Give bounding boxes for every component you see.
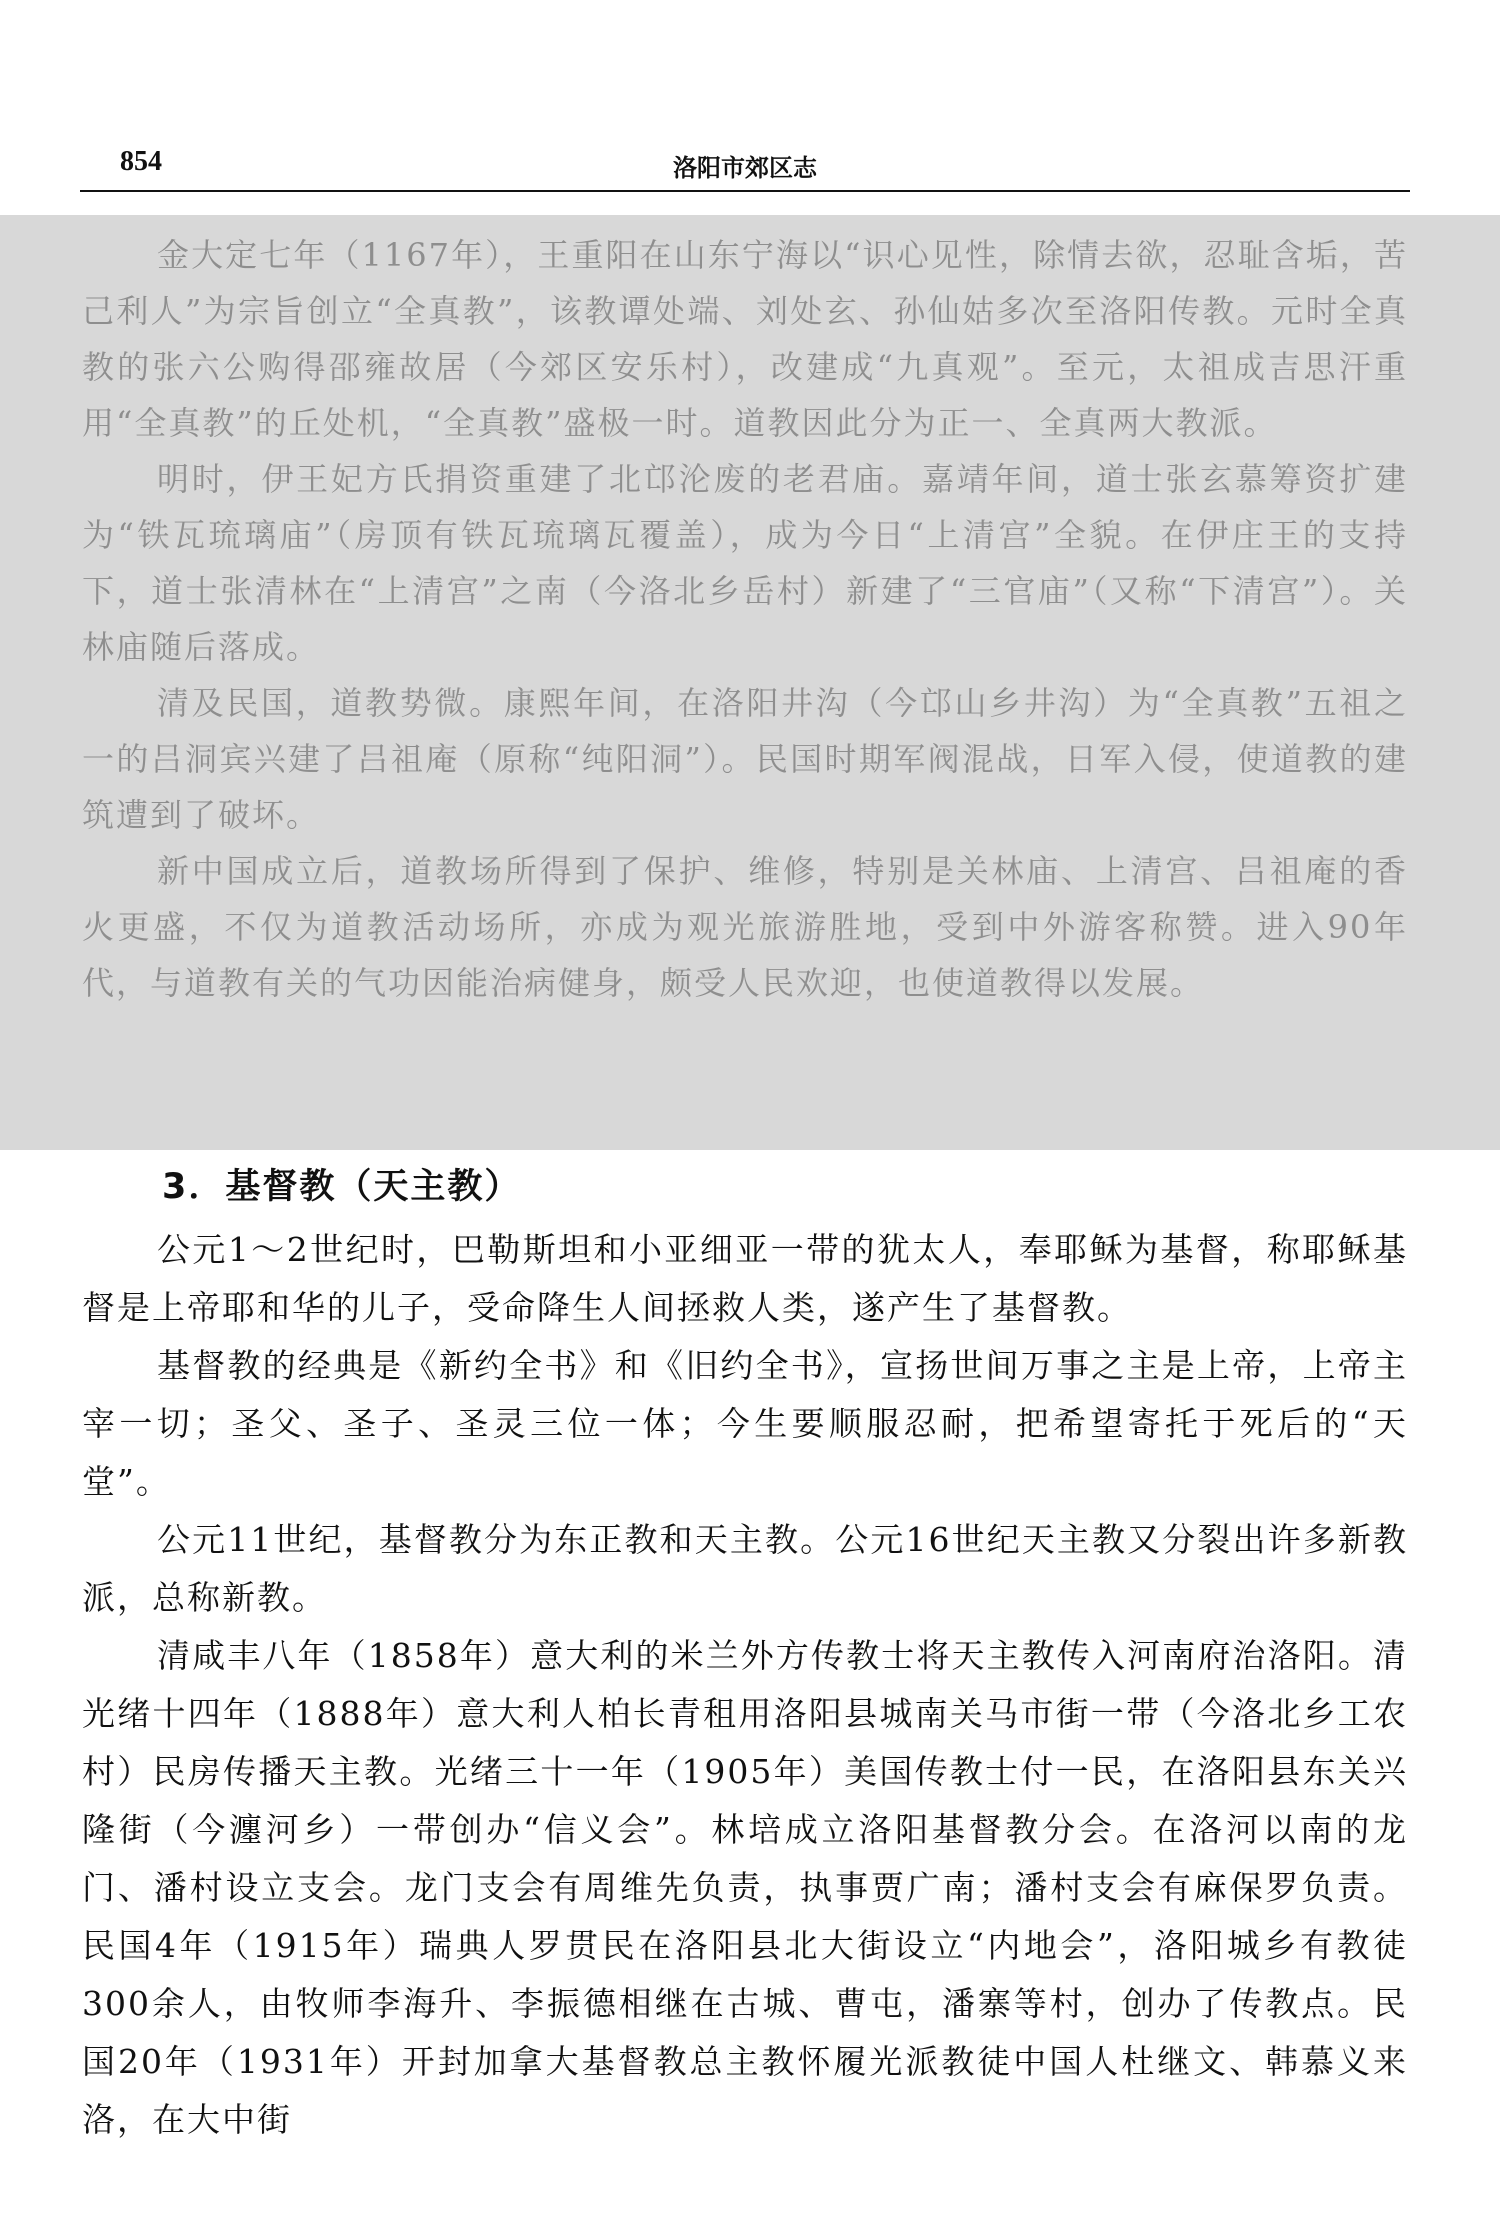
christianity-section <box>0 1155 1500 2149</box>
shaded-paragraph: 新中国成立后，道教场所得到了保护、维修，特别是关林庙、上清宫、吕祖庵的香火更盛，不仅为道教活动场所，亦成为观光旅游胜地，受到中外游客称赞。进入90年代，与道教有关的气功因能治病健身，颇受人民欢迎，也使道教得以发展。 <box>82 852 1408 1002</box>
page-header <box>80 140 1410 190</box>
body-paragraph: 公元1～2世纪时，巴勒斯坦和小亚细亚一带的犹太人，奉耶稣为基督，称耶稣基督是上帝耶和华的儿子，受命降生人间拯救人类，遂产生了基督教。 <box>82 1230 1408 1327</box>
shaded-paragraph: 明时，伊王妃方氏捐资重建了北邙沦废的老君庙。嘉靖年间，道士张玄慕筹资扩建为“铁瓦琉璃庙”（房顶有铁瓦琉璃瓦覆盖），成为今日“上清宫”全貌。在伊庄王的支持下，道士张清林在“上清宫”之南（今洛北乡岳村）新建了“三官庙”（又称“下清宫”）。关林庙随后落成。 <box>82 460 1408 666</box>
body-paragraph: 公元11世纪，基督教分为东正教和天主教。公元16世纪天主教又分裂出许多新教派，总称新教。 <box>82 1520 1408 1617</box>
shaded-paragraph: 清及民国，道教势微。康熙年间，在洛阳井沟（今邙山乡井沟）为“全真教”五祖之一的吕洞宾兴建了吕祖庵（原称“纯阳洞”）。民国时期军阀混战，日军入侵，使道教的建筑遭到了破坏。 <box>82 684 1408 834</box>
page-number: 854 <box>120 146 162 177</box>
shaded-taoism-section <box>0 215 1500 1150</box>
book-title: 洛阳市郊区志 <box>673 154 817 182</box>
header-rule <box>80 190 1410 192</box>
shaded-paragraph: 金大定七年（1167年），王重阳在山东宁海以“识心见性，除情去欲，忍耻含垢，苦己利人”为宗旨创立“全真教”，该教谭处端、刘处玄、孙仙姑多次至洛阳传教。元时全真教的张六公购得邵雍故居（今郊区安乐村），改建成“九真观”。至元，太祖成吉思汗重用“全真教”的丘处机，“全真教”盛极一时。道教因此分为正一、全真两大教派。 <box>82 236 1408 442</box>
section-heading: 3．基督教（天主教） <box>162 1167 522 1207</box>
body-paragraph: 基督教的经典是《新约全书》和《旧约全书》，宣扬世间万事之主是上帝，上帝主宰一切；圣父、圣子、圣灵三位一体；今生要顺服忍耐，把希望寄托于死后的“天堂”。 <box>82 1346 1408 1501</box>
body-paragraph: 清咸丰八年（1858年）意大利的米兰外方传教士将天主教传入河南府治洛阳。清光绪十四年（1888年）意大利人柏长青租用洛阳县城南关马市街一带（今洛北乡工农村）民房传播天主教。光绪三十一年（1905年）美国传教士付一民，在洛阳县东关兴隆街（今瀍河乡）一带创办“信义会”。林培成立洛阳基督教分会。在洛河以南的龙门、潘村设立支会。龙门支会有周维先负责，执事贾广南；潘村支会有麻保罗负责。民国4年（1915年）瑞典人罗贯民在洛阳县北大街设立“内地会”，洛阳城乡有教徒300余人，由牧师李海升、李振德相继在古城、曹屯，潘寨等村，创办了传教点。民国20年（1931年）开封加拿大基督教总主教怀履光派教徒中国人杜继文、韩慕义来洛，在大中街 <box>82 1636 1408 2139</box>
